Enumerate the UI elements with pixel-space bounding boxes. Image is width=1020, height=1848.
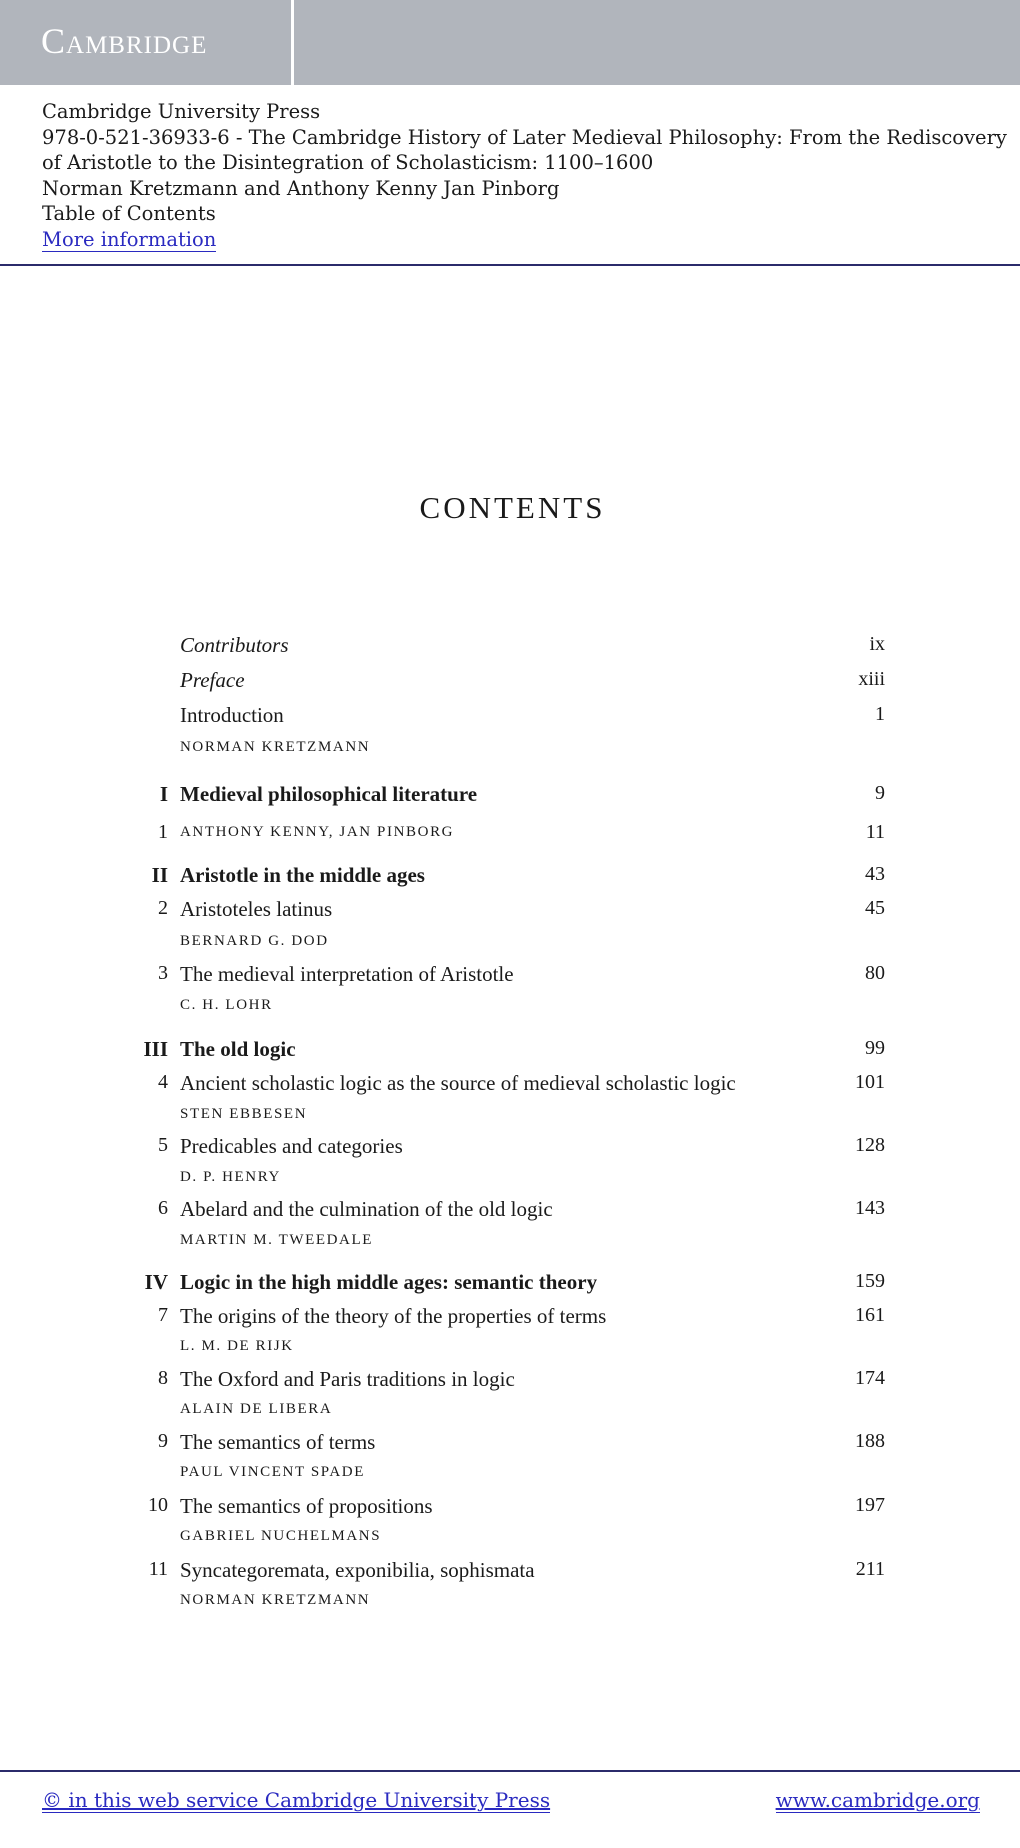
toc-entry-author: GABRIEL NUCHELMANS — [180, 1528, 382, 1544]
toc-entry-page: 197 — [855, 1494, 885, 1516]
toc-entry-number: 5 — [158, 1134, 168, 1156]
toc-entry-number: 3 — [158, 962, 168, 984]
header-divider — [0, 264, 1020, 266]
toc-entry-title: The Oxford and Paris traditions in logic — [180, 1367, 515, 1391]
toc-entry-author: C. H. LOHR — [180, 997, 273, 1013]
toc-entry-title: Introduction — [180, 703, 284, 727]
toc-entry-author: D. P. HENRY — [180, 1169, 281, 1185]
toc-entry-author: ALAIN DE LIBERA — [180, 1401, 333, 1417]
toc-entry-title: The semantics of propositions — [180, 1494, 433, 1518]
toc-entry-page: ix — [869, 633, 885, 655]
toc-entry-title: The semantics of terms — [180, 1430, 376, 1454]
toc-entry — [0, 668, 1020, 696]
toc-entry — [0, 633, 1020, 661]
toc-entry-title: Abelard and the culmination of the old logic — [180, 1197, 553, 1221]
toc-entry-number: 10 — [148, 1494, 168, 1516]
header-banner — [0, 0, 1020, 85]
toc-entry-author: NORMAN KRETZMANN — [180, 739, 371, 755]
copyright-link[interactable]: © in this web service Cambridge University Press — [42, 1788, 551, 1812]
toc-entry-title: Contributors — [180, 633, 289, 657]
toc-entry-number: 9 — [158, 1430, 168, 1452]
toc-part-page: 9 — [875, 782, 885, 804]
toc-part-number: III — [143, 1037, 168, 1061]
toc-entry-page: 80 — [865, 962, 885, 984]
toc-entry-number: 1 — [158, 821, 168, 843]
toc-part — [0, 1037, 1020, 1065]
toc-part — [0, 1270, 1020, 1298]
toc-entry-number: 2 — [158, 897, 168, 919]
toc-entry-page: 174 — [855, 1367, 885, 1389]
toc-entry-title: Preface — [180, 668, 245, 692]
toc-part — [0, 863, 1020, 891]
toc-part-title: The old logic — [180, 1037, 296, 1061]
isbn-title-line: 978-0-521-36933-6 - The Cambridge History of Later Medieval Philosophy: From the Rediscovery of Aristotle to the Disintegration of Scholasticism: 1100–1600 — [42, 125, 1007, 174]
toc-entry-author: STEN EBBESEN — [180, 1106, 308, 1122]
book-metadata — [42, 99, 1012, 252]
toc-entry-title: Predicables and categories — [180, 1134, 403, 1158]
toc-entry-page: 45 — [865, 897, 885, 919]
toc-part-number: I — [159, 782, 168, 806]
toc-part-page: 159 — [855, 1270, 885, 1292]
toc-entry — [0, 703, 1020, 731]
more-information-link[interactable]: More information — [42, 227, 217, 251]
authors-line: Norman Kretzmann and Anthony Kenny Jan Pinborg — [42, 176, 560, 200]
toc-entry — [0, 1430, 1020, 1458]
toc-entry-page: 1 — [875, 703, 885, 725]
toc-entry-title: Syncategoremata, exponibilia, sophismata — [180, 1558, 535, 1582]
toc-part — [0, 782, 1020, 810]
toc-entry-number: 7 — [158, 1304, 168, 1326]
toc-entry-title: The origins of the theory of the properties of terms — [180, 1304, 607, 1328]
toc-entry-author: BERNARD G. DOD — [180, 933, 329, 949]
toc-entry-page: 128 — [855, 1134, 885, 1156]
toc-entry-title: The medieval interpretation of Aristotle — [180, 962, 514, 986]
toc-entry-number: 6 — [158, 1197, 168, 1219]
toc-entry — [0, 1071, 1020, 1099]
toc-entry-author: NORMAN KRETZMANN — [180, 1592, 371, 1608]
toc-entry-page: 211 — [855, 1558, 885, 1580]
toc-entry — [0, 1304, 1020, 1332]
toc-entry — [0, 962, 1020, 990]
toc-part-number: IV — [144, 1270, 168, 1294]
publisher-line: Cambridge University Press — [42, 100, 321, 123]
toc-entry-page: xiii — [858, 668, 885, 690]
toc-entry-number: 11 — [148, 1558, 168, 1580]
logo-text: Cambridge — [41, 21, 208, 61]
cambridge-logo[interactable] — [0, 0, 294, 85]
toc-entry — [0, 1367, 1020, 1395]
website-link[interactable]: www.cambridge.org — [775, 1788, 980, 1812]
toc-entry-page: 101 — [855, 1071, 885, 1093]
toc-entry-title: Aristoteles latinus — [180, 897, 333, 921]
toc-entry-author: MARTIN M. TWEEDALE — [180, 1232, 374, 1248]
toc-entry-page: 11 — [865, 821, 885, 843]
toc-entry — [0, 1558, 1020, 1586]
toc-entry-page: 143 — [855, 1197, 885, 1219]
toc-entry-author: ANTHONY KENNY, JAN PINBORG — [180, 824, 455, 840]
toc-part-title: Aristotle in the middle ages — [180, 863, 425, 887]
toc-entry — [0, 897, 1020, 925]
toc-part-number: II — [151, 863, 168, 887]
toc-entry-author: L. M. DE RIJK — [180, 1338, 294, 1354]
footer-divider — [0, 1770, 1020, 1772]
toc-entry-page: 161 — [855, 1304, 885, 1326]
toc-entry-author: PAUL VINCENT SPADE — [180, 1464, 365, 1480]
toc-entry-number: 8 — [158, 1367, 168, 1389]
toc-part-page: 99 — [865, 1037, 885, 1059]
contents-heading: CONTENTS — [419, 490, 606, 525]
toc-entry-number: 4 — [158, 1071, 168, 1093]
toc-part-title: Logic in the high middle ages: semantic theory — [180, 1270, 598, 1294]
toc-entry-title: Ancient scholastic logic as the source of medieval scholastic logic — [180, 1071, 736, 1095]
toc-entry — [0, 821, 1020, 849]
toc-entry — [0, 1197, 1020, 1225]
toc-part-page: 43 — [865, 863, 885, 885]
section-line: Table of Contents — [42, 202, 216, 225]
toc-entry — [0, 1494, 1020, 1522]
toc-entry-page: 188 — [855, 1430, 885, 1452]
toc-part-title: Medieval philosophical literature — [180, 782, 478, 806]
toc-entry — [0, 1134, 1020, 1162]
